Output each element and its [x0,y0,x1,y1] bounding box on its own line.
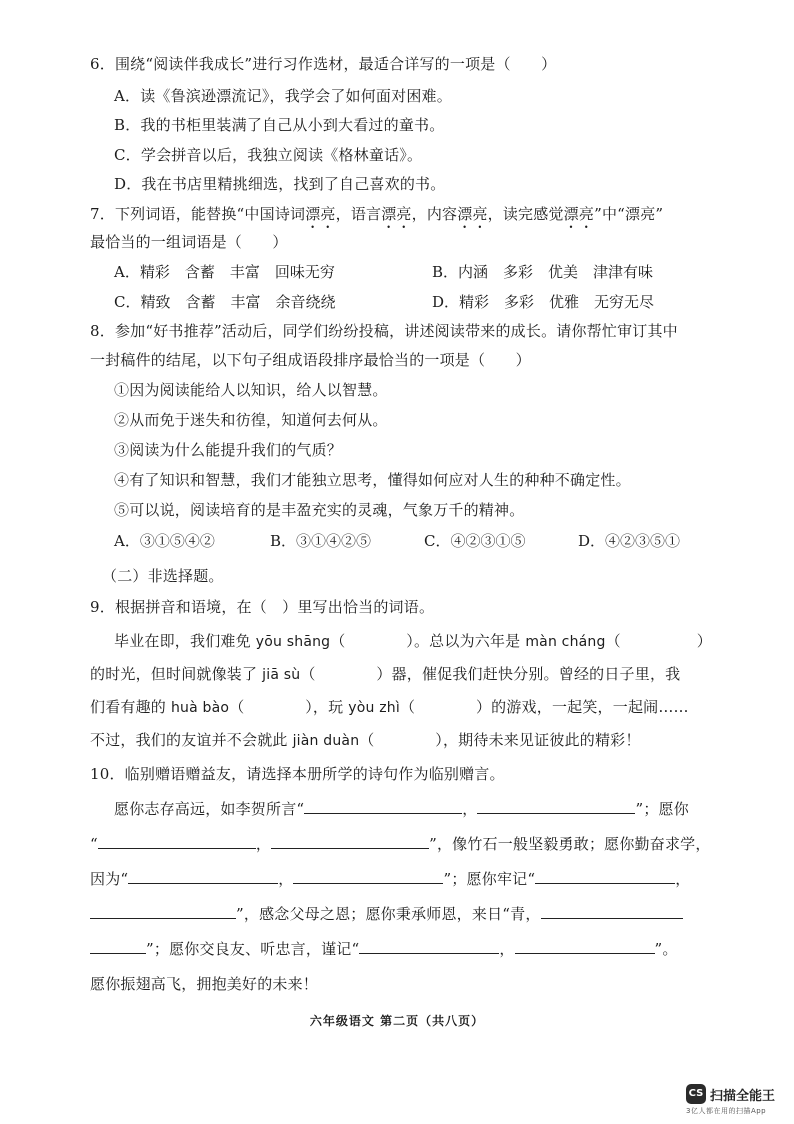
q8-sentence-3: ③阅读为什么能提升我们的气质？ [114,441,343,459]
q10-closing: 愿你振翅高飞，拥抱美好的未来！ [90,975,319,993]
q10-line5: ”；愿你交良友、听忠言，谨记“ ， ”。 [90,939,678,959]
q10-line3: 因为“ ， ”；愿你牢记“ ， [90,870,691,888]
blank-3[interactable] [98,834,256,849]
q6-option-a: A．读《鲁滨逊漂流记》，我学会了如何面对困难。 [114,87,452,105]
q8-stem-line1: 8．参加“好书推荐”活动后，同学们纷纷投稿，讲述阅读带来的成长。请你帮忙审订其中 [90,322,678,340]
blank-8[interactable] [90,904,236,919]
q10-line4: ”，感念父母之恩；愿你秉承师恩，来日“青， [90,904,683,924]
q9-stem: 9．根据拼音和语境，在（ ）里写出恰当的词语。 [90,598,435,616]
q9-line4: 不过，我们的友谊并不会就此 jiàn duàn（ ），期待未来见证彼此的精彩！ [90,731,641,749]
section-heading: （二）非选择题。 [102,567,224,585]
answer-slot-5[interactable]: （ ）的游戏，一起笑，一起闹…… [399,698,689,716]
blank-7[interactable] [535,869,675,884]
q6-option-d: D．我在书店里精挑细选，找到了自己喜欢的书。 [114,175,446,193]
q7-dotted-word-3: 漂亮 [457,205,488,223]
q7-stem: 7．下列词语，能替换“中国诗词漂亮，语言漂亮，内容漂亮，读完感觉漂亮”中“漂亮” [90,205,664,223]
q7-option-d: D．精彩 多彩 优雅 无穷无尽 [432,293,655,311]
pinyin-5: yòu zhì [348,700,400,716]
scanner-watermark [686,1083,790,1119]
pinyin-3: jiā sù [262,667,301,683]
q8-option-a: A．③①⑤④② [114,532,215,550]
watermark-subtitle: 3亿人都在用的扫描App [686,1107,767,1115]
pinyin-6: jiàn duàn [292,733,360,749]
q8-sentence-1: ①因为阅读能给人以知识，给人以智慧。 [114,381,388,399]
q8-sentence-5: ⑤可以说，阅读培育的是丰盈充实的灵魂，气象万千的精神。 [114,501,525,519]
q7-option-c: C．精致 含蓄 丰富 余音绕绕 [114,293,336,311]
answer-slot-1[interactable]: （ ）。总以为六年是 [330,632,526,650]
q8-stem-line2: 一封稿件的结尾，以下句子组成语段排序最恰当的一项是（ ） [90,351,531,369]
pinyin-4: huà bào [170,700,230,716]
q9-line2: 的时光，但时间就像装了 jiā sù（ ）器，催促我们赶快分别。曾经的日子里，我 [90,665,681,683]
blank-10[interactable] [90,939,146,954]
q8-option-b: B．③①④②⑤ [270,532,372,550]
q10-line2: “ ， ”，像竹石一般坚毅勇敢；愿你勤奋求学， [90,835,711,853]
q7-option-a: A．精彩 含蓄 丰富 回味无穷 [114,263,335,281]
q9-line1: 毕业在即，我们难免 yōu shāng（ ）。总以为六年是 màn cháng（ ） [114,632,712,650]
q8-option-d: D．④②③⑤① [578,532,681,550]
q6-option-c: C．学会拼音以后，我独立阅读《格林童话》。 [114,146,423,164]
blank-5[interactable] [128,869,278,884]
q7-dotted-word-4: 漂亮 [563,205,595,223]
camscanner-logo-icon: CS [686,1084,706,1104]
q7-option-b: B．内涵 多彩 优美 津津有味 [432,263,654,281]
q7-dotted-word-1: 漂亮 [305,205,336,223]
q10-line1: 愿你志存高远，如李贺所言“ ， ”；愿你 [114,800,689,818]
watermark-name: 扫描全能王 [710,1089,776,1104]
blank-2[interactable] [477,799,635,814]
q6-option-b: B．我的书柜里装满了自己从小到大看过的童书。 [114,116,445,134]
blank-11[interactable] [359,939,499,954]
q6-stem: 6．围绕“阅读伴我成长”进行习作选材，最适合详写的一项是（ ） [90,55,557,73]
answer-slot-4[interactable]: （ ），玩 [229,698,349,716]
answer-slot-2[interactable]: （ ） [605,632,712,650]
pinyin-2: màn cháng [525,634,606,650]
blank-9[interactable] [541,904,683,919]
blank-4[interactable] [271,834,429,849]
pinyin-1: yōu shāng [255,634,331,650]
q7-dotted-word-2: 漂亮 [381,205,412,223]
blank-1[interactable] [304,799,462,814]
q10-stem: 10．临别赠语赠益友，请选择本册所学的诗句作为临别赠言。 [90,765,505,783]
blank-12[interactable] [515,939,655,954]
blank-6[interactable] [293,869,443,884]
q9-line3: 们看有趣的 huà bào（ ），玩 yòu zhì（ ）的游戏，一起笑，一起闹…… [90,698,689,716]
q7-stem-line2: 最恰当的一组词语是（ ） [90,233,288,251]
answer-slot-6[interactable]: （ ），期待未来见证彼此的精彩！ [359,731,641,749]
page-footer: 六年级语文 第二页（共八页） [309,1014,485,1028]
q8-sentence-4: ④有了知识和智慧，我们才能独立思考，懂得如何应对人生的种种不确定性。 [114,471,631,489]
q8-option-c: C．④②③①⑤ [424,532,526,550]
answer-slot-3[interactable]: （ ）器，催促我们赶快分别。曾经的日子里，我 [300,665,681,683]
q8-sentence-2: ②从而免于迷失和彷徨，知道何去何从。 [114,411,388,429]
